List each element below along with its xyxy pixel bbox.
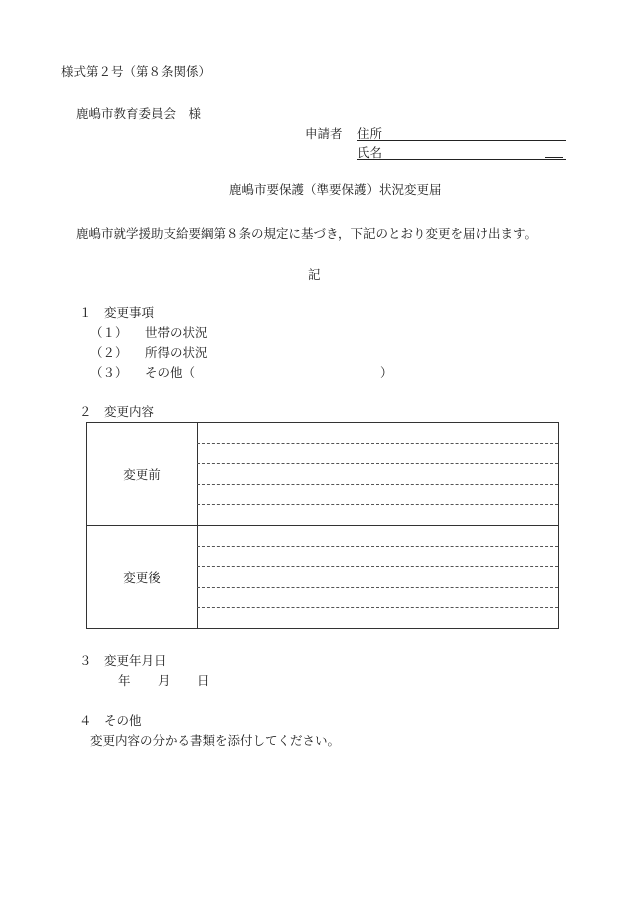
ki-heading: 記: [308, 267, 321, 282]
after-label: 変更後: [123, 570, 161, 585]
section3-heading: ３ 変更年月日: [79, 653, 167, 668]
addressee: 鹿嶋市教育委員会 様: [76, 106, 202, 121]
after-line[interactable]: [197, 526, 558, 547]
after-block: [87, 526, 558, 628]
before-line[interactable]: [197, 505, 558, 525]
document-title: 鹿嶋市要保護（準要保護）状況変更届: [229, 182, 442, 197]
after-line[interactable]: [197, 608, 558, 628]
date-month: 月: [158, 673, 171, 688]
after-line[interactable]: [197, 588, 558, 609]
before-label: 変更前: [123, 467, 161, 482]
date-year: 年: [118, 673, 131, 688]
section1-heading: １ 変更事項: [79, 305, 155, 320]
item2-label: 所得の状況: [145, 345, 208, 360]
before-line[interactable]: [197, 464, 558, 485]
address-field[interactable]: [357, 140, 566, 141]
before-line[interactable]: [197, 485, 558, 506]
before-line[interactable]: [197, 423, 558, 444]
item3-label: その他（: [145, 365, 196, 380]
before-line[interactable]: [197, 444, 558, 465]
change-content-table: [86, 422, 559, 629]
statement: 鹿嶋市就学援助支給要綱第８条の規定に基づき，下記のとおり変更を届け出ます。: [76, 226, 538, 241]
before-block: [87, 423, 558, 526]
item2-number: （２）: [90, 345, 128, 360]
form-number: 様式第２号（第８条関係）: [61, 64, 212, 79]
before-lines: [197, 423, 558, 525]
after-line[interactable]: [197, 547, 558, 568]
applicant-label: 申請者: [305, 126, 343, 141]
item1-number: （１）: [90, 325, 128, 340]
section4-note: 変更内容の分かる書類を添付してください。: [90, 733, 341, 748]
item1-label: 世帯の状況: [145, 325, 208, 340]
section2-heading: ２ 変更内容: [79, 404, 155, 419]
after-line[interactable]: [197, 567, 558, 588]
item3-close: ）: [380, 365, 393, 380]
item3-number: （３）: [90, 365, 128, 380]
section4-heading: ４ その他: [79, 713, 142, 728]
seal-mark: [545, 157, 563, 158]
before-label-cell: [87, 423, 198, 525]
name-label: 氏名: [357, 145, 383, 160]
after-label-cell: [87, 526, 198, 628]
date-day: 日: [197, 673, 210, 688]
after-lines: [197, 526, 558, 628]
name-field[interactable]: [357, 159, 566, 160]
address-label: 住所: [357, 126, 383, 141]
